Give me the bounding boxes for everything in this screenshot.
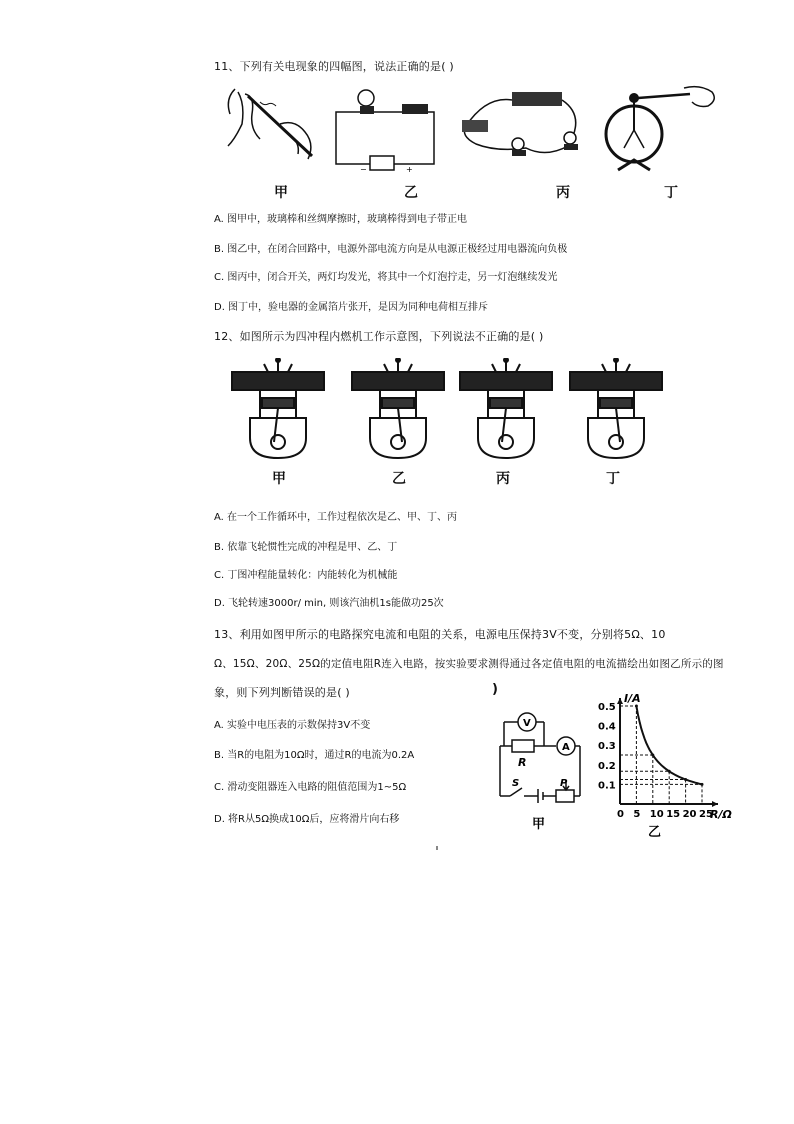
q13-current-resistance-graph (596, 680, 746, 840)
q12-caption-bing: 丙 (496, 471, 510, 487)
q13-option-b: B. 当R的电阻为10Ω时，通过R的电流为0.2A (214, 750, 415, 761)
q11-fig-two-lamps (456, 86, 586, 176)
q12-engine-ding (568, 358, 664, 462)
q13-stem-line3: 象，则下列判断错误的是( ) (214, 686, 350, 699)
graph-xtick-label: 15 (666, 809, 681, 820)
q13-ammeter-label: A (562, 742, 570, 753)
q13-option-d: D. 将R从5Ω换成10Ω后，应将滑片向右移 (214, 814, 400, 825)
q12-engine-bing (458, 358, 554, 462)
q11-caption-jia: 甲 (274, 185, 288, 201)
q11-option-b: B. 图乙中，在闭合回路中，电源外部电流方向是从电源正极经过用电器流向负极 (214, 244, 568, 255)
q11-stem: 11、下列有关电现象的四幅图，说法正确的是( ) (214, 60, 454, 73)
graph-ytick-label: 0.3 (598, 741, 616, 753)
q12-stem: 12、如图所示为四冲程内燃机工作示意图，下列说法不正确的是( ) (214, 330, 544, 343)
q13-circuit-caption: 甲 (532, 817, 546, 832)
q11-option-d: D. 图丁中，验电器的金属箔片张开，是因为同种电荷相互排斥 (214, 302, 489, 313)
q13-rheostat-label: P (560, 778, 568, 789)
q12-option-b: B. 依靠飞轮惯性完成的冲程是甲、乙、丁 (214, 542, 398, 553)
q12-caption-ding: 丁 (606, 471, 620, 487)
graph-ylabel: I/A (624, 692, 641, 705)
q11-option-a: A. 图甲中，玻璃棒和丝绸摩擦时，玻璃棒得到电子带正电 (214, 214, 468, 225)
graph-y-arrow (617, 698, 623, 704)
q13-circuit-diagram (490, 700, 590, 840)
graph-xtick-label: 25 (699, 809, 713, 820)
graph-xtick-label: 20 (682, 809, 697, 820)
q12-option-a: A. 在一个工作循环中，工作过程依次是乙、甲、丁、丙 (214, 512, 458, 523)
svg-text:−: − (360, 165, 367, 174)
graph-caption: 乙 (648, 825, 662, 840)
q11-option-c: C. 图丙中，闭合开关，两灯均发光，将其中一个灯泡拧走，另一灯泡继续发光 (214, 272, 558, 283)
q11-fig-rubbing-rod (220, 84, 330, 164)
graph-xtick-label: 5 (633, 809, 641, 820)
q11-fig-series-circuit (330, 84, 440, 174)
graph-xtick-label: 10 (649, 809, 664, 820)
q12-engine-yi (350, 358, 446, 462)
q13-stem-line2: Ω、15Ω、20Ω、25Ω的定值电阻R连入电路，按实验要求测得通过各定值电阻的电流描绘出如图乙所示的图 (214, 658, 724, 670)
q12-caption-yi: 乙 (392, 471, 406, 487)
q11-caption-bing: 丙 (556, 185, 570, 201)
svg-text:+: + (406, 165, 413, 174)
q13-resistor-label: R (518, 756, 527, 769)
q13-option-c: C. 滑动变阻器连入电路的阻值范围为1~5Ω (214, 782, 407, 793)
q13-voltmeter-label: V (523, 718, 531, 729)
q13-option-a: A. 实验中电压表的示数保持3V不变 (214, 720, 371, 731)
q13-switch-label: S (512, 778, 520, 789)
graph-xtick-label: 0 (617, 809, 624, 820)
graph-ytick-label: 0.4 (598, 721, 616, 733)
q12-engine-jia (230, 358, 326, 462)
q11-fig-electroscope (604, 84, 724, 184)
q13-stem-line1: 13、利用如图甲所示的电路探究电流和电阻的关系，电源电压保持3V不变，分别将5Ω、10 (214, 628, 666, 641)
q13-stray-mark: ) (492, 682, 499, 697)
q11-caption-ding: 丁 (664, 185, 678, 201)
stray-dot (436, 846, 438, 850)
q11-caption-yi: 乙 (404, 185, 418, 201)
graph-ytick-label: 0.2 (598, 760, 616, 772)
graph-ytick-label: 0.1 (598, 780, 616, 792)
q12-option-c: C. 丁图冲程能量转化：内能转化为机械能 (214, 570, 398, 581)
graph-ytick-label: 0.5 (598, 702, 616, 713)
q12-caption-jia: 甲 (272, 471, 286, 487)
q12-option-d: D. 飞轮转速3000r/ min, 则该汽油机1s能做功25次 (214, 598, 444, 609)
graph-xlabel: R/Ω (710, 808, 732, 821)
graph-x-arrow (712, 801, 718, 807)
